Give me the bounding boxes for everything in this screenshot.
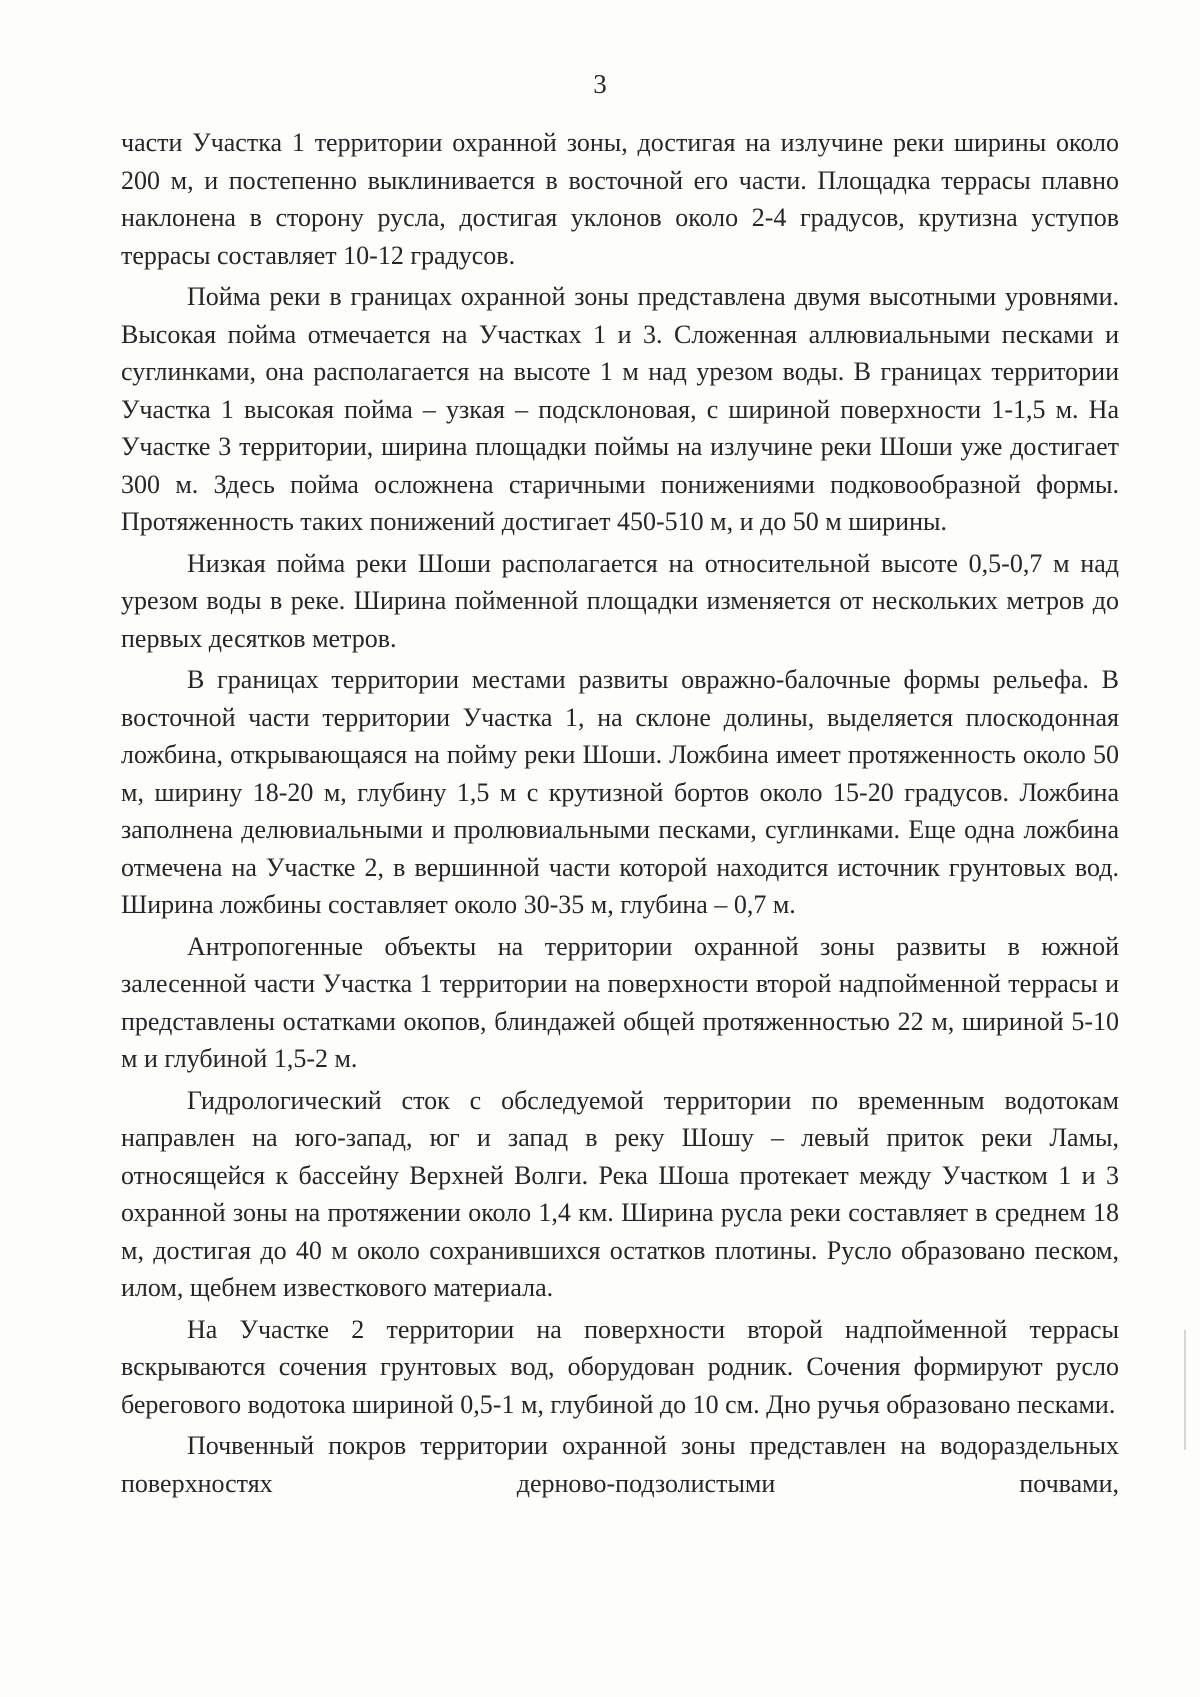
paragraph-groundwater-spring: На Участке 2 территории на поверхности второй надпойменной террасы вскрываются сочения грунтовых вод, оборудован родник. Сочения формируют русло берегового водотока шириной 0,5-1 м, глубиной до 10 см. Дно ручья образовано песками.: [121, 1314, 1119, 1419]
paragraph-terrace-continuation: части Участка 1 территории охранной зоны, достигая на излучине реки ширины около 200 м, и постепенно выклинивается в восточной его части. Площадка террасы плавно наклонена в сторону русла, достигая уклонов около 2-4 градусов, крутизна уступов террасы составляет 10-12 градусов.: [121, 128, 1119, 270]
scan-edge-mark: [1184, 1330, 1186, 1450]
page-number: 3: [593, 69, 607, 99]
paragraph-floodplain-levels: Пойма реки в границах охранной зоны представлена двумя высотными уровнями. Высокая пойма отмечается на Участках 1 и 3. Сложенная аллювиальными песками и суглинками, она располагается на высоте 1 м над урезом воды. В границах территории Участка 1 высокая пойма – узкая – подсклоновая, с шириной поверхности 1-1,5 м. На Участке 3 территории, ширина площадки поймы на излучине реки Шоши уже достигает 300 м. Здесь пойма осложнена старичными понижениями подковообразной формы. Протяженность таких понижений достигает 450-510 м, и до 50 м ширины.: [121, 282, 1119, 536]
paragraph-soil-cover: Почвенный покров территории охранной зоны представлен на водораздельных поверхностях дерново-подзолистыми почвами,: [121, 1431, 1119, 1498]
paragraph-ravine-forms: В границах территории местами развиты овражно-балочные формы рельефа. В восточной части территории Участка 1, на склоне долины, выделяется плоскодонная ложбина, открывающаяся на пойму реки Шоши. Ложбина имеет протяженность около 50 м, ширину 18-20 м, глубину 1,5 м с крутизной бортов около 15-20 градусов. Ложбина заполнена делювиальными и пролювиальными песками, суглинками. Еще одна ложбина отмечена на Участке 2, в вершинной части которой находится источник грунтовых вод. Ширина ложбины составляет около 30-35 м, глубина – 0,7 м.: [121, 665, 1119, 919]
paragraph-anthropogenic-objects: Антропогенные объекты на территории охранной зоны развиты в южной залесенной части Участка 1 территории на поверхности второй надпойменной террасы и представлены остатками окопов, блиндажей общей протяженностью 22 м, шириной 5-10 м и глубиной 1,5-2 м.: [121, 931, 1119, 1073]
body-text: [121, 124, 1119, 1506]
paragraph-hydrological-runoff: Гидрологический сток с обследуемой территории по временным водотокам направлен на юго-запад, юг и запад в реку Шошу – левый приток реки Ламы, относящейся к бассейну Верхней Волги. Река Шоша протекает между Участком 1 и 3 охранной зоны на протяжении около 1,4 км. Ширина русла реки составляет в среднем 18 м, достигая до 40 м около сохранившихся остатков плотины. Русло образовано песком, илом, щебнем известкового материала.: [121, 1085, 1119, 1302]
paragraph-low-floodplain: Низкая пойма реки Шоши располагается на относительной высоте 0,5-0,7 м над урезом воды в реке. Ширина пойменной площадки изменяется от нескольких метров до первых десятков метров.: [121, 548, 1119, 653]
